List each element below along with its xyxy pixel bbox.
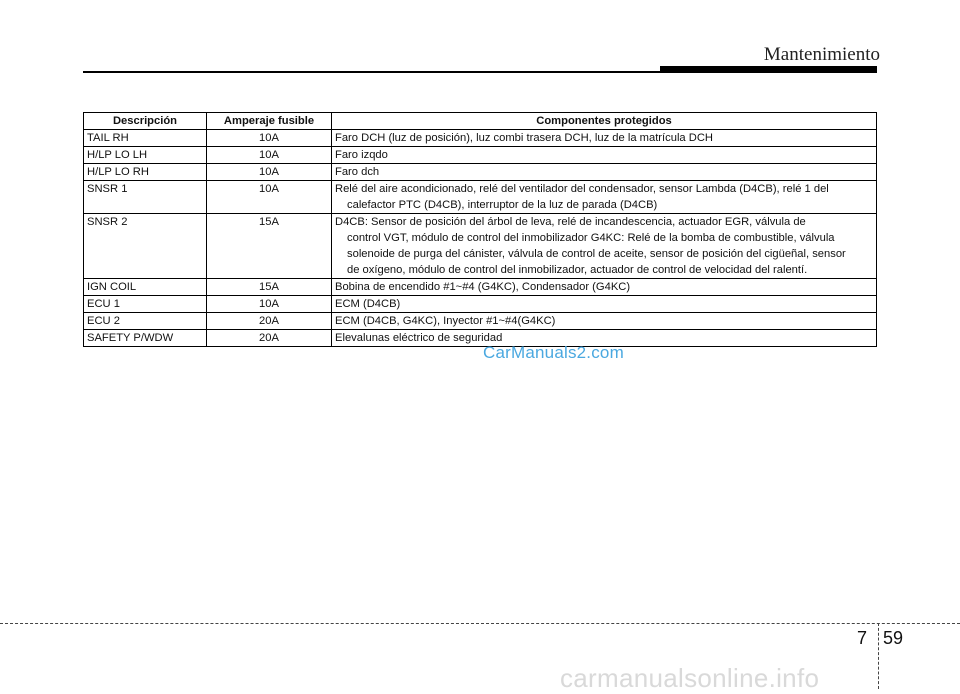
page-number: 59: [883, 628, 904, 648]
component-line: Faro dch: [335, 166, 380, 178]
table-row: [84, 147, 877, 164]
footer-divider: [0, 623, 960, 624]
fuse-description: ECU 1: [84, 296, 207, 313]
fuse-amperage: 15A: [207, 214, 332, 279]
table-header-row: [84, 113, 877, 130]
component-line: Faro izqdo: [335, 149, 388, 161]
fuse-description: SNSR 2: [84, 214, 207, 279]
fuse-description: SAFETY P/WDW: [84, 330, 207, 347]
fuse-amperage: 10A: [207, 130, 332, 147]
table-row: [84, 330, 877, 347]
component-line: Bobina de encendido #1~#4 (G4KC), Condensador (G4KC): [335, 281, 631, 293]
component-line: Elevalunas eléctrico de seguridad: [335, 332, 503, 344]
watermark-link[interactable]: CarManuals2.com: [483, 343, 624, 362]
fuse-amperage: 10A: [207, 164, 332, 181]
table-row: [84, 130, 877, 147]
fuse-description: TAIL RH: [84, 130, 207, 147]
section-title: Mantenimiento: [763, 44, 880, 65]
fuse-components: [332, 313, 877, 330]
table-row: [84, 279, 877, 296]
header-description: Descripción: [84, 113, 207, 130]
fuse-components: [332, 130, 877, 147]
fuse-amperage: 10A: [207, 181, 332, 214]
fuse-description: H/LP LO LH: [84, 147, 207, 164]
fuse-components: [332, 214, 877, 279]
fuse-amperage: 15A: [207, 279, 332, 296]
footer-watermark: carmanualsonline.info: [560, 663, 820, 693]
table-row: [84, 296, 877, 313]
component-line: ECM (D4CB, G4KC), Inyector #1~#4(G4KC): [335, 315, 556, 327]
fuse-components: [332, 147, 877, 164]
header-components: Componentes protegidos: [332, 113, 877, 130]
fuse-components: [332, 164, 877, 181]
component-line: D4CB: Sensor de posición del árbol de leva, relé de incandescencia, actuador EGR, válvula de: [335, 216, 806, 228]
fuse-amperage: 10A: [207, 296, 332, 313]
component-line: calefactor PTC (D4CB), interruptor de la luz de parada (D4CB): [347, 199, 658, 211]
fuse-amperage: 20A: [207, 313, 332, 330]
fuse-amperage: 10A: [207, 147, 332, 164]
chapter-number: 7: [857, 628, 868, 648]
component-line: Faro DCH (luz de posición), luz combi trasera DCH, luz de la matrícula DCH: [335, 132, 714, 144]
header-rule-thin: [83, 71, 660, 73]
fuse-table: [83, 112, 877, 347]
table-row: [84, 214, 877, 279]
table-row: [84, 313, 877, 330]
component-line: ECM (D4CB): [335, 298, 401, 310]
component-line: control VGT, módulo de control del inmobilizador G4KC: Relé de la bomba de combustible, válvula: [347, 232, 835, 244]
table-row: [84, 164, 877, 181]
component-line: de oxígeno, módulo de control del inmobilizador, actuador de control de velocidad del ralentí.: [347, 264, 808, 276]
fuse-components: [332, 181, 877, 214]
fuse-description: H/LP LO RH: [84, 164, 207, 181]
component-line: solenoide de purga del cánister, válvula de control de aceite, sensor de posición del cigüeñal, sensor: [347, 248, 846, 260]
fuse-components: [332, 296, 877, 313]
fuse-components: [332, 279, 877, 296]
fuse-description: ECU 2: [84, 313, 207, 330]
component-line: Relé del aire acondicionado, relé del ventilador del condensador, sensor Lambda (D4CB), relé 1 del: [335, 183, 829, 195]
header-amperage: Amperaje fusible: [207, 113, 332, 130]
page-number-divider: [878, 623, 879, 689]
fuse-description: SNSR 1: [84, 181, 207, 214]
fuse-amperage: 20A: [207, 330, 332, 347]
table-row: [84, 181, 877, 214]
fuse-description: IGN COIL: [84, 279, 207, 296]
header-rule-thick: [660, 66, 877, 73]
